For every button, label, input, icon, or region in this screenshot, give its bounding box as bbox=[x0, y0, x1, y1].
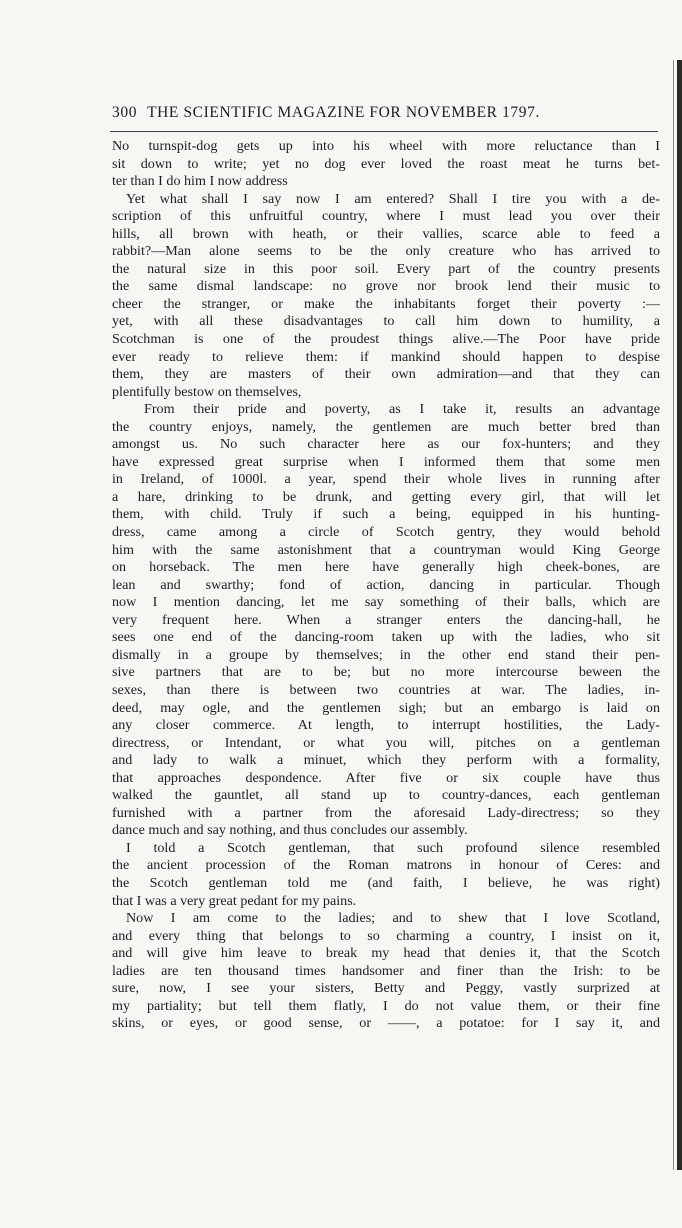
text-line: the country enjoys, namely, the gentlemen are much better bred than bbox=[112, 418, 660, 435]
text-line: dance much and say nothing, and thus concludes our assembly. bbox=[112, 822, 468, 839]
text-line: them, with child. Truly if such a being, equipped in his hunting- bbox=[112, 506, 660, 523]
text-line: any closer commerce. At length, to interrupt hostilities, the Lady- bbox=[112, 717, 660, 734]
text-line: I told a Scotch gentleman, that such profound silence resembled bbox=[126, 839, 660, 856]
text-line: that approaches despondence. After five or six couple have thus bbox=[112, 769, 660, 786]
text-line: Now I am come to the ladies; and to shew that I love Scotland, bbox=[126, 910, 660, 927]
page-edge-line bbox=[673, 60, 674, 1170]
text-line: dress, came among a circle of Scotch gentry, they would behold bbox=[112, 524, 660, 541]
text-line: sive partners that are to be; but no more intercourse beween the bbox=[112, 664, 660, 681]
text-line: ladies are ten thousand times handsomer and finer than the Irish: to be bbox=[112, 962, 660, 979]
text-line: directress, or Intendant, or what you will, pitches on a gentleman bbox=[112, 734, 660, 751]
text-line: a hare, drinking to be drunk, and getting every girl, that will let bbox=[112, 488, 660, 505]
text-line: now I mention dancing, let me say something of their balls, which are bbox=[112, 594, 660, 611]
text-line: that I was a very great pedant for my pains. bbox=[112, 892, 357, 909]
text-line: have expressed great surprise when I informed them that some men bbox=[112, 453, 660, 470]
text-line: my partiality; but tell them flatly, I do not value them, or their fine bbox=[112, 997, 660, 1014]
text-line: furnished with a partner from the aforesaid Lady-directress; so they bbox=[112, 804, 660, 821]
text-line: and every thing that belongs to so charming a country, I insist on it, bbox=[112, 927, 660, 944]
text-line: dismally in a groupe by themselves; in the other end stand their pen- bbox=[112, 646, 660, 663]
text-line: ever ready to relieve them: if mankind should happen to despise bbox=[112, 348, 660, 365]
text-line: hills, all brown with heath, or their vallies, scarce able to feed a bbox=[112, 225, 660, 242]
text-line: the same dismal landscape: no grove nor brook lend their music to bbox=[112, 278, 660, 295]
text-line: sees one end of the dancing-room taken up with the ladies, who sit bbox=[112, 629, 660, 646]
text-line: yet, with all these disadvantages to call him down to humility, a bbox=[112, 313, 660, 330]
header-rule bbox=[110, 131, 658, 132]
text-line: very frequent here. When a stranger enters the dancing-hall, he bbox=[112, 611, 660, 628]
page-header bbox=[112, 104, 660, 122]
text-line: on horseback. The men here have generally high cheek-bones, are bbox=[112, 559, 660, 576]
text-line: No turnspit-dog gets up into his wheel with more reluctance than I bbox=[112, 138, 660, 154]
text-line: and lady to walk a minuet, which they perform with a formality, bbox=[112, 752, 660, 769]
text-line: Scotchman is one of the proudest things alive.—The Poor have pride bbox=[112, 331, 660, 348]
text-line: lean and swarthy; fond of action, dancing in particular. Though bbox=[112, 576, 660, 593]
article-body bbox=[112, 138, 660, 1033]
text-line: sexes, than there is between two countries at war. The ladies, in- bbox=[112, 681, 660, 698]
book-spine-shadow bbox=[677, 60, 682, 1170]
text-line: the ancient procession of the Roman matrons in honour of Ceres: and bbox=[112, 857, 660, 874]
text-line: them, they are masters of their own admiration—and that they can bbox=[112, 366, 660, 383]
text-line: him with the same astonishment that a countryman would King George bbox=[112, 541, 660, 558]
text-line: the Scotch gentleman told me (and faith, I believe, he was right) bbox=[112, 874, 660, 891]
text-line: ter than I do him I now address bbox=[112, 173, 288, 190]
text-line: the natural size in this poor soil. Every part of the country presents bbox=[112, 260, 660, 277]
text-line: Yet what shall I say now I am entered? Shall I tire you with a de- bbox=[126, 190, 660, 207]
text-line: cheer the stranger, or make the inhabitants forget their poverty :— bbox=[112, 295, 660, 312]
text-line: plentifully bestow on themselves, bbox=[112, 383, 302, 400]
text-line: and will give him leave to break my head that denies it, that the Scotch bbox=[112, 945, 660, 962]
page-number: 300 bbox=[112, 104, 138, 121]
text-line: rabbit?—Man alone seems to be the only creature who has arrived to bbox=[112, 243, 660, 260]
text-line: skins, or eyes, or good sense, or ——, a potatoe: for I say it, and bbox=[112, 1015, 660, 1032]
text-line: scription of this unfruitful country, where I must lead you over their bbox=[112, 208, 660, 225]
text-line: in Ireland, of 1000l. a year, spend their whole lives in running after bbox=[112, 471, 660, 488]
text-line: sure, now, I see your sisters, Betty and Peggy, vastly surprized at bbox=[112, 980, 660, 997]
text-line: From their pride and poverty, as I take it, results an advantage bbox=[144, 401, 660, 418]
running-title: THE SCIENTIFIC MAGAZINE FOR NOVEMBER 1797. bbox=[147, 104, 540, 121]
text-line: walked the gauntlet, all stand up to country-dances, each gentleman bbox=[112, 787, 660, 804]
text-line: deed, may ogle, and the gentlemen sigh; but an embargo is laid on bbox=[112, 699, 660, 716]
text-line: sit down to write; yet no dog ever loved the roast meat he turns bet- bbox=[112, 155, 660, 172]
text-line: amongst us. No such character here as our fox-hunters; and they bbox=[112, 436, 660, 453]
